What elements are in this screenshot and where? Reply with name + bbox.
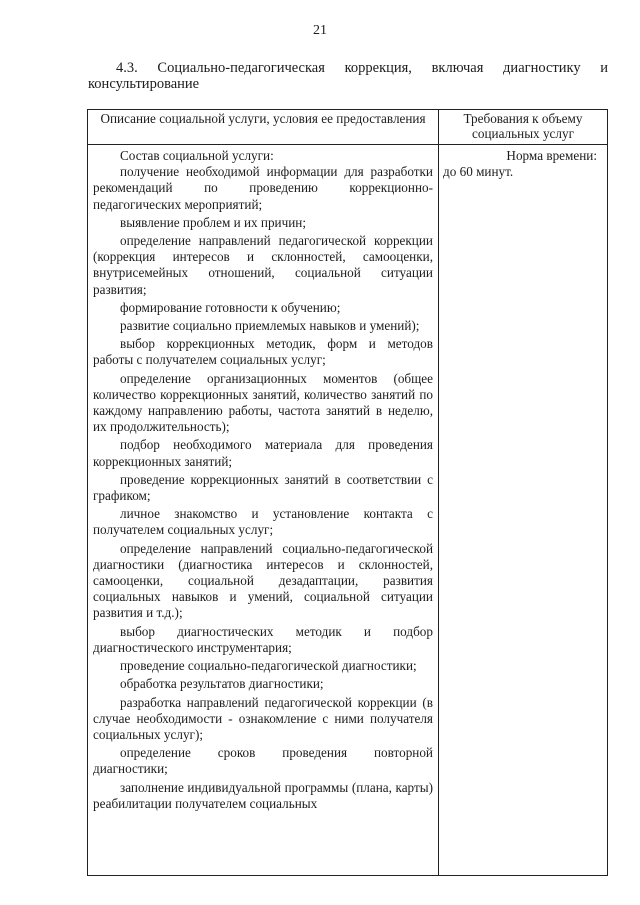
table-header-row [88,110,608,145]
description-cell [88,145,439,876]
service-item: проведение коррекционных занятий в соответствии с графиком; [93,471,433,504]
service-item: выбор диагностических методик и подбор диагностического инструментария; [93,623,433,655]
header-description: Описание социальной услуги, условия ее предоставления [88,110,439,145]
page-number: 21 [313,23,327,38]
service-items-list [93,164,433,812]
section-heading-line1: 4.3. Социально-педагогическая коррекция, включая диагностику и [116,60,608,76]
requirements-cell [439,145,608,876]
table-body-row [88,145,608,876]
header-requirements: Требования к объему социальных услуг [439,110,608,145]
section-heading [88,60,608,92]
norm-value: до 60 минут. [443,164,514,180]
service-item: развитие социально приемлемых навыков и умений); [120,318,420,334]
service-item: личное знакомство и установление контакта с получателем социальных услуг; [93,506,433,538]
service-item: выбор коррекционных методик, форм и методов работы с получателем социальных услуг; [93,336,433,368]
service-item: проведение социально-педагогической диагностики; [120,658,417,674]
service-item: заполнение индивидуальной программы (плана, карты) реабилитации получателем социальных [93,779,433,811]
service-item: подбор необходимого материала для проведения коррекционных занятий; [93,437,433,469]
service-item: формирование готовности к обучению; [120,299,341,315]
service-item: обработка результатов диагностики; [120,676,324,692]
service-item: выявление проблем и их причин; [120,214,307,230]
service-table [87,109,608,876]
requirements-text [439,145,607,180]
norm-label: Норма времени: [506,148,597,163]
service-item: определение направлений социально-педагогической диагностики (диагностика интересов и склонностей, самооценки, социальной дезадаптации, развития социальных навыков и умений, социальной ситуации развития и т.д.); [93,540,433,621]
service-item: разработка направлений педагогической коррекции (в случае необходимости - ознакомление с ними получателя социальных услуг); [93,694,433,742]
service-item: определение направлений педагогической коррекции (коррекция интересов и склонностей, самооценки, внутрисемейных отношений, социальной ситуации развития; [93,233,433,297]
service-item: получение необходимой информации для разработки рекомендаций по проведению коррекционно-педагогических мероприятий; [93,164,433,212]
composition-label: Состав социальной услуги: [120,148,274,163]
service-item: определение сроков проведения повторной диагностики; [93,745,433,777]
description-text [88,145,438,812]
section-heading-line2: консультирование [88,76,200,92]
service-item: определение организационных моментов (общее количество коррекционных занятий, количество занятий по каждому направлению работы, частота занятий в неделю, их продолжительность); [93,370,433,435]
